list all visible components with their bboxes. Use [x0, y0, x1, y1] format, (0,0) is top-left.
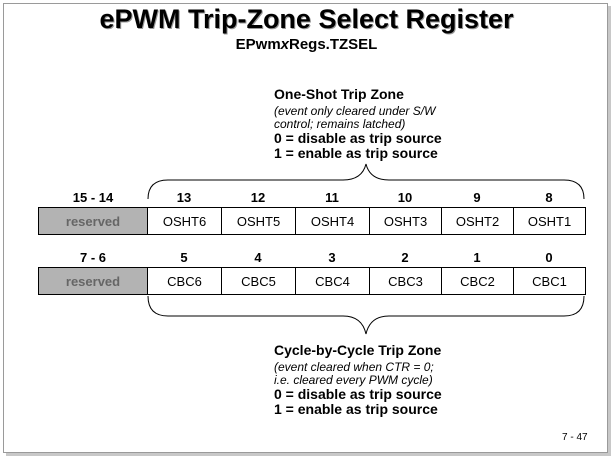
- bit-number-10: 10: [397, 190, 413, 205]
- oneshot-value-0: 0 = disable as trip source: [274, 130, 442, 146]
- bit-number-1: 1: [473, 250, 481, 265]
- register-name-suffix: Regs.TZSEL: [289, 36, 378, 53]
- oneshot-note-line2: control; remains latched): [274, 117, 406, 131]
- cbc-heading: Cycle-by-Cycle Trip Zone: [274, 342, 442, 358]
- bit-number-2: 2: [401, 250, 409, 265]
- field-osht2: OSHT2: [442, 208, 514, 234]
- bit-number-7-6: 7 - 6: [79, 250, 106, 265]
- bit-number-5: 5: [180, 250, 188, 265]
- bit-number-9: 9: [473, 190, 481, 205]
- field-reserved-upper: reserved: [39, 208, 148, 234]
- page-number: 7 - 47: [562, 432, 588, 443]
- field-cbc4: CBC4: [296, 268, 370, 294]
- field-osht6: OSHT6: [148, 208, 222, 234]
- bit-number-3: 3: [328, 250, 336, 265]
- oneshot-note-line1: (event only cleared under S/W: [274, 104, 436, 118]
- bit-number-4: 4: [254, 250, 262, 265]
- bit-number-11: 11: [325, 190, 339, 205]
- cbc-description: [274, 342, 442, 417]
- register-name-prefix: EPwm: [235, 36, 281, 53]
- oneshot-value-1: 1 = enable as trip source: [274, 145, 438, 161]
- register-row-lower: [38, 267, 586, 295]
- field-osht1: OSHT1: [527, 213, 572, 229]
- bit-number-8: 8: [545, 190, 553, 205]
- field-cbc1: CBC1: [532, 273, 567, 289]
- bit-number-0: 0: [545, 250, 553, 265]
- cbc-note-line1: (event cleared when CTR = 0;: [274, 360, 434, 374]
- cbc-value-0: 0 = disable as trip source: [274, 386, 442, 402]
- bit-number-13: 13: [176, 190, 192, 205]
- cbc-value-1: 1 = enable as trip source: [274, 401, 438, 417]
- field-osht4: OSHT4: [296, 208, 370, 234]
- oneshot-heading: One-Shot Trip Zone: [274, 86, 404, 102]
- bit-number-12: 12: [250, 190, 266, 205]
- slide-title: ePWM Trip-Zone Select Register: [99, 4, 514, 34]
- field-cbc5: CBC5: [222, 268, 296, 294]
- field-reserved-lower: reserved: [39, 268, 148, 294]
- bit-number-15-14: 15 - 14: [72, 190, 114, 205]
- field-osht5: OSHT5: [222, 208, 296, 234]
- register-row-upper: [38, 207, 586, 235]
- field-cbc3: CBC3: [370, 268, 442, 294]
- cbc-note-line2: i.e. cleared every PWM cycle): [274, 373, 433, 387]
- cbc-brace: [148, 296, 584, 334]
- register-name-italic: x: [280, 36, 289, 53]
- field-osht3: OSHT3: [370, 208, 442, 234]
- field-cbc2: CBC2: [442, 268, 514, 294]
- field-cbc6: CBC6: [148, 268, 222, 294]
